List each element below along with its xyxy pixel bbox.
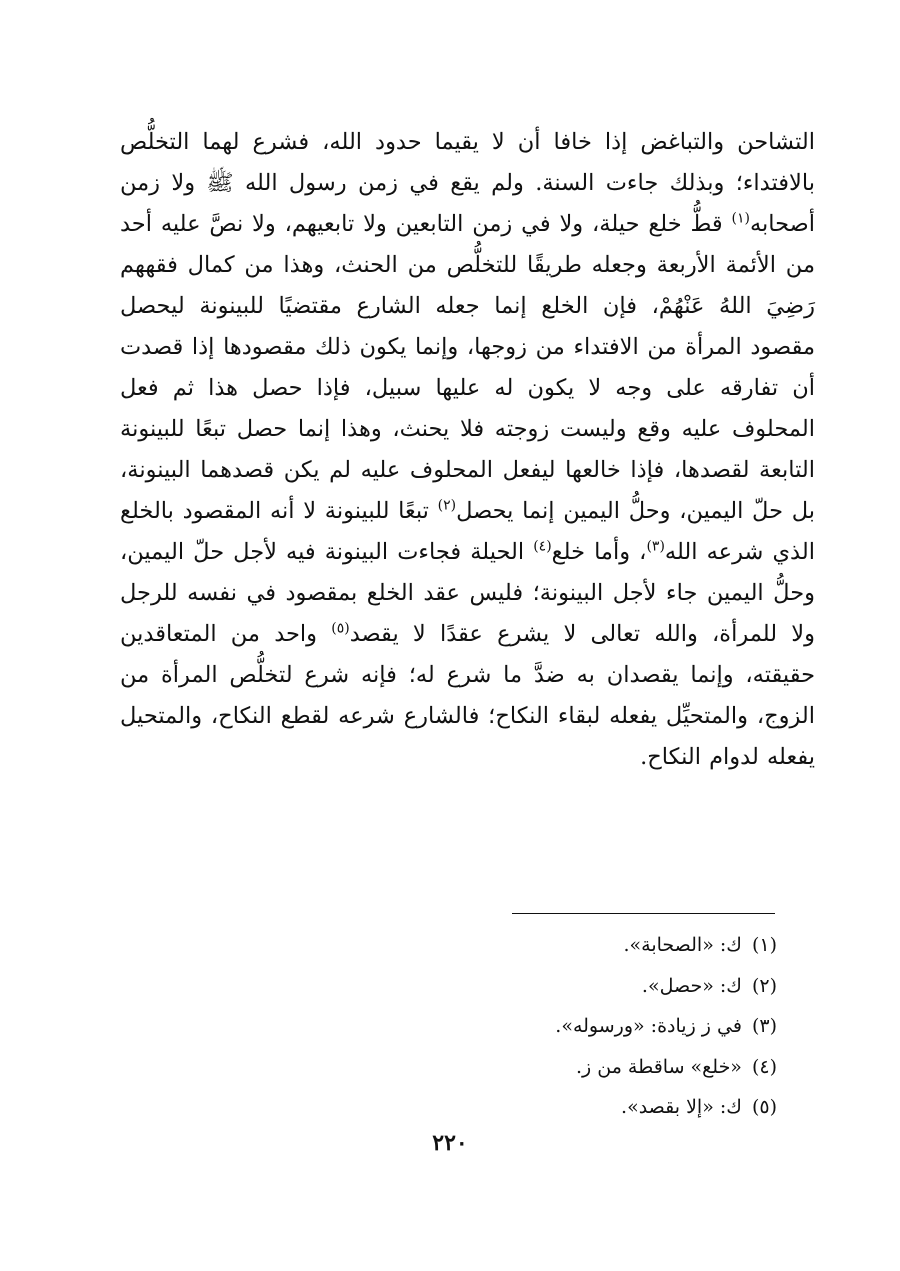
text-segment: قطُّ خلع حيلة، ولا في زمن التابعين ولا تابعيهم، ولا نصَّ عليه أحد من الأئمة الأربعة وجعله طريقًا للتخلُّص من الحنث، وهذا من كمال فقههم رَضِيَ اللهُ عَنْهُمْ، فإن الخلع إنما جعله الشارع مقتضيًا للبينونة ليحصل مقصود المرأة من الافتداء من زوجها، وإنما يكون ذلك مقصودها إذا قصدت أن تفارقه على وجه لا يكون له عليها سبيل، فإذا حصل هذا ثم فعل المحلوف عليه وقع وليست زوجته فلا يحنث، وهذا إنما حصل تبعًا للبينونة التابعة لقصدها، فإذا خالعها ليفعل المحلوف عليه لم يكن قصدهما البينونة، بل حلّ اليمين، وحلُّ اليمين إنما يحصل [120,211,815,524]
footnote-item [400,1087,777,1128]
footnote-number: (٣) [751,1015,777,1037]
footnote-text: «خلع» ساقطة من ز. [576,1055,742,1078]
main-text [120,122,815,778]
footnote-text: ك: «الصحابة». [623,934,742,956]
footnote-text: ك: «إلا بقصد». [621,1096,742,1118]
text-segment: واحد من المتعاقدين حقيقته، وإنما يقصدان به ضدَّ ما شرع له؛ فإنه شرع لتخلُّص المرأة من الزوج، والمتحيِّل يفعله لبقاء النكاح؛ فالشارع شرعه لقطع النكاح، والمتحيل يفعله لدوام النكاح. [120,621,815,770]
footnote-number: (٤) [751,1055,777,1078]
page-number: ٢٢٠ [432,1130,468,1156]
footnote-item [400,925,777,966]
footnote-item [400,1047,777,1088]
footnote-number: (١) [751,934,777,956]
text-segment: الحيلة فجاءت البينونة فيه لأجل حلّ اليمين، وحلُّ اليمين جاء لأجل البينونة؛ فليس عقد الخلع بمقصود في نفسه للرجل ولا للمرأة، والله تعالى لا يشرع عقدًا لا يقصد [120,539,815,647]
footnote-text: في ز زيادة: «ورسوله». [555,1015,742,1037]
footnote-ref-3: (٣) [646,538,665,555]
text-segment: ، وأما خلع [551,539,647,565]
footnote-ref-5: (٥) [331,620,350,637]
footnote-item [400,966,777,1007]
footnote-ref-1: (١) [731,210,750,227]
footnote-divider [512,913,775,914]
footnote-number: (٥) [751,1096,777,1118]
footnote-item [400,1006,777,1047]
text-segment: التشاحن والتباغض إذا خافا أن لا يقيما حدود الله، فشرع لهما التخلُّص بالافتداء؛ وبذلك جاءت السنة. ولم يقع في زمن رسول الله ﷺ ولا زمن أصحابه [120,129,815,237]
main-paragraph [120,122,815,778]
footnote-number: (٢) [751,974,777,997]
footnote-text: ك: «حصل». [641,974,742,997]
text-segment: تبعًا للبينونة لا أنه المقصود بالخلع الذي شرعه الله [120,498,815,565]
footnotes-list [400,925,777,1128]
footnote-ref-2: (٢) [437,497,457,514]
footnote-ref-4: (٤) [533,538,552,555]
